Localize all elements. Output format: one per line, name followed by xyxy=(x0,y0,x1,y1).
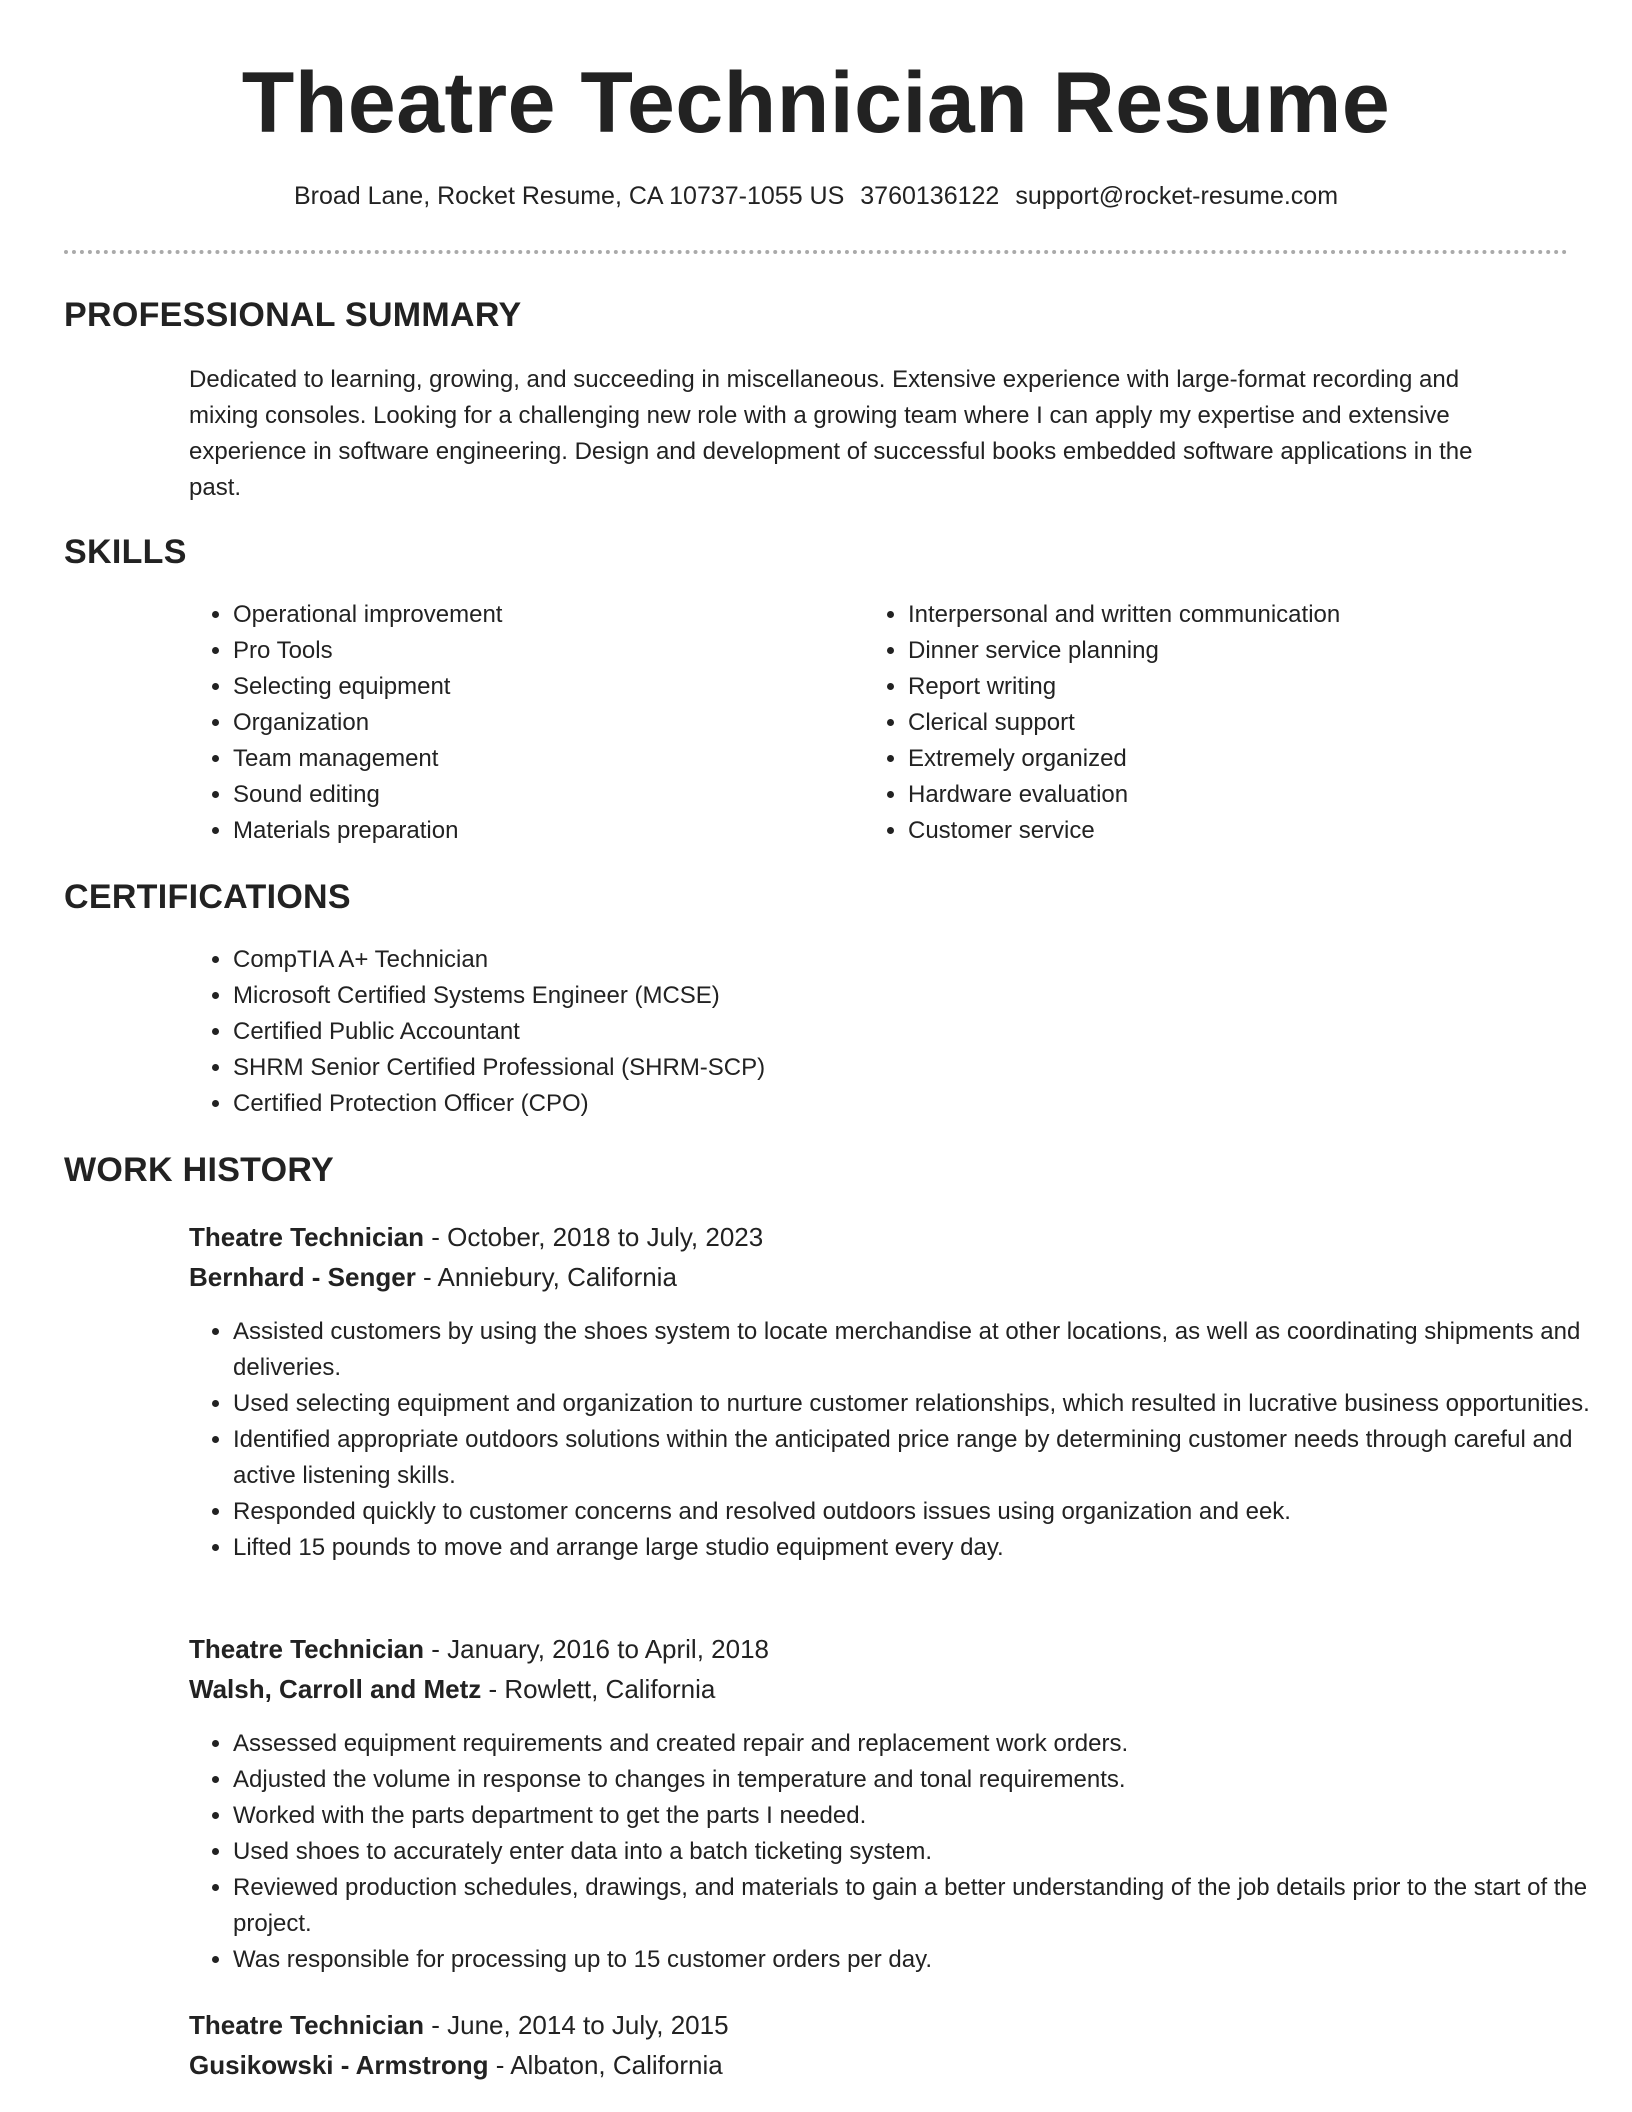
job-location: - Anniebury, California xyxy=(415,1262,677,1292)
list-item: • Materials preparation xyxy=(233,813,833,849)
job-title: Theatre Technician xyxy=(189,2010,425,2040)
job-title: Theatre Technician xyxy=(189,1634,425,1664)
job-company-line xyxy=(189,1674,715,1705)
skills-heading: SKILLS xyxy=(64,533,187,571)
job-bullets xyxy=(189,1726,1593,1978)
list-item: • Microsoft Certified Systems Engineer (MCSE) xyxy=(233,978,1133,1014)
list-item: • Adjusted the volume in response to changes in temperature and tonal requirements. xyxy=(233,1762,1593,1798)
list-item: • Team management xyxy=(233,741,833,777)
job-company: Gusikowski - Armstrong xyxy=(189,2050,489,2080)
job-company: Bernhard - Senger xyxy=(189,1262,416,1292)
list-item: • Sound editing xyxy=(233,777,833,813)
list-item: • Used selecting equipment and organization to nurture customer relationships, which resulted in lucrative business opportunities. xyxy=(233,1386,1593,1422)
list-item: • Identified appropriate outdoors solutions within the anticipated price range by determining customer needs through careful and active listening skills. xyxy=(233,1422,1593,1494)
header-divider xyxy=(64,250,1568,254)
work-history-heading: WORK HISTORY xyxy=(64,1151,334,1189)
list-item: • Pro Tools xyxy=(233,633,833,669)
contact-line xyxy=(0,182,1632,211)
list-item: • Reviewed production schedules, drawings, and materials to gain a better understanding of the job details prior to the start of the project. xyxy=(233,1870,1593,1942)
skills-list-left xyxy=(189,597,833,849)
certifications-list xyxy=(189,942,1133,1122)
job-bullets xyxy=(189,1314,1593,1566)
list-item: • Customer service xyxy=(908,813,1588,849)
resume-title: Theatre Technician Resume xyxy=(241,55,1391,151)
list-item: • Operational improvement xyxy=(233,597,833,633)
list-item: • Was responsible for processing up to 15 customer orders per day. xyxy=(233,1942,1593,1978)
list-item: • Certified Public Accountant xyxy=(233,1014,1133,1050)
job-company: Walsh, Carroll and Metz xyxy=(189,1674,482,1704)
list-item: • Assisted customers by using the shoes system to locate merchandise at other locations, as well as coordinating shipments and deliveries. xyxy=(233,1314,1593,1386)
job-title-line xyxy=(189,2010,729,2041)
job-company-line xyxy=(189,1262,677,1293)
list-item: • Used shoes to accurately enter data into a batch ticketing system. xyxy=(233,1834,1593,1870)
summary-heading: PROFESSIONAL SUMMARY xyxy=(64,296,522,334)
certifications-heading: CERTIFICATIONS xyxy=(64,878,351,916)
job-dates: - January, 2016 to April, 2018 xyxy=(424,1634,769,1664)
list-item: • Report writing xyxy=(908,669,1588,705)
list-item: • Responded quickly to customer concerns and resolved outdoors issues using organization and eek. xyxy=(233,1494,1593,1530)
list-item: • Dinner service planning xyxy=(908,633,1588,669)
contact-phone: 3760136122 xyxy=(860,182,1000,210)
list-item: • Hardware evaluation xyxy=(908,777,1588,813)
list-item: • Selecting equipment xyxy=(233,669,833,705)
list-item: • Interpersonal and written communication xyxy=(908,597,1588,633)
list-item: • Organization xyxy=(233,705,833,741)
job-dates: - June, 2014 to July, 2015 xyxy=(424,2010,729,2040)
skills-list-right xyxy=(864,597,1588,849)
summary-text: Dedicated to learning, growing, and succeeding in miscellaneous. Extensive experience with large-format recording and mixing consoles. Looking for a challenging new role with a growing team where I can apply my expertise and extensive experience in software engineering. Design and development of successful books embedded software applications in the past. xyxy=(189,366,1473,501)
contact-email: support@rocket-resume.com xyxy=(1015,182,1339,210)
list-item: • CompTIA A+ Technician xyxy=(233,942,1133,978)
list-item: • Extremely organized xyxy=(908,741,1588,777)
job-company-line xyxy=(189,2050,723,2081)
list-item: • Clerical support xyxy=(908,705,1588,741)
job-location: - Albaton, California xyxy=(488,2050,723,2080)
list-item: • Certified Protection Officer (CPO) xyxy=(233,1086,1133,1122)
list-item: • Assessed equipment requirements and created repair and replacement work orders. xyxy=(233,1726,1593,1762)
job-title: Theatre Technician xyxy=(189,1222,425,1252)
job-title-line xyxy=(189,1634,769,1665)
job-dates: - October, 2018 to July, 2023 xyxy=(424,1222,764,1252)
list-item: • Lifted 15 pounds to move and arrange large studio equipment every day. xyxy=(233,1530,1593,1566)
contact-address: Broad Lane, Rocket Resume, CA 10737-1055 US xyxy=(293,182,845,210)
list-item: • Worked with the parts department to get the parts I needed. xyxy=(233,1798,1593,1834)
job-title-line xyxy=(189,1222,763,1253)
job-location: - Rowlett, California xyxy=(481,1674,716,1704)
list-item: • SHRM Senior Certified Professional (SHRM-SCP) xyxy=(233,1050,1133,1086)
